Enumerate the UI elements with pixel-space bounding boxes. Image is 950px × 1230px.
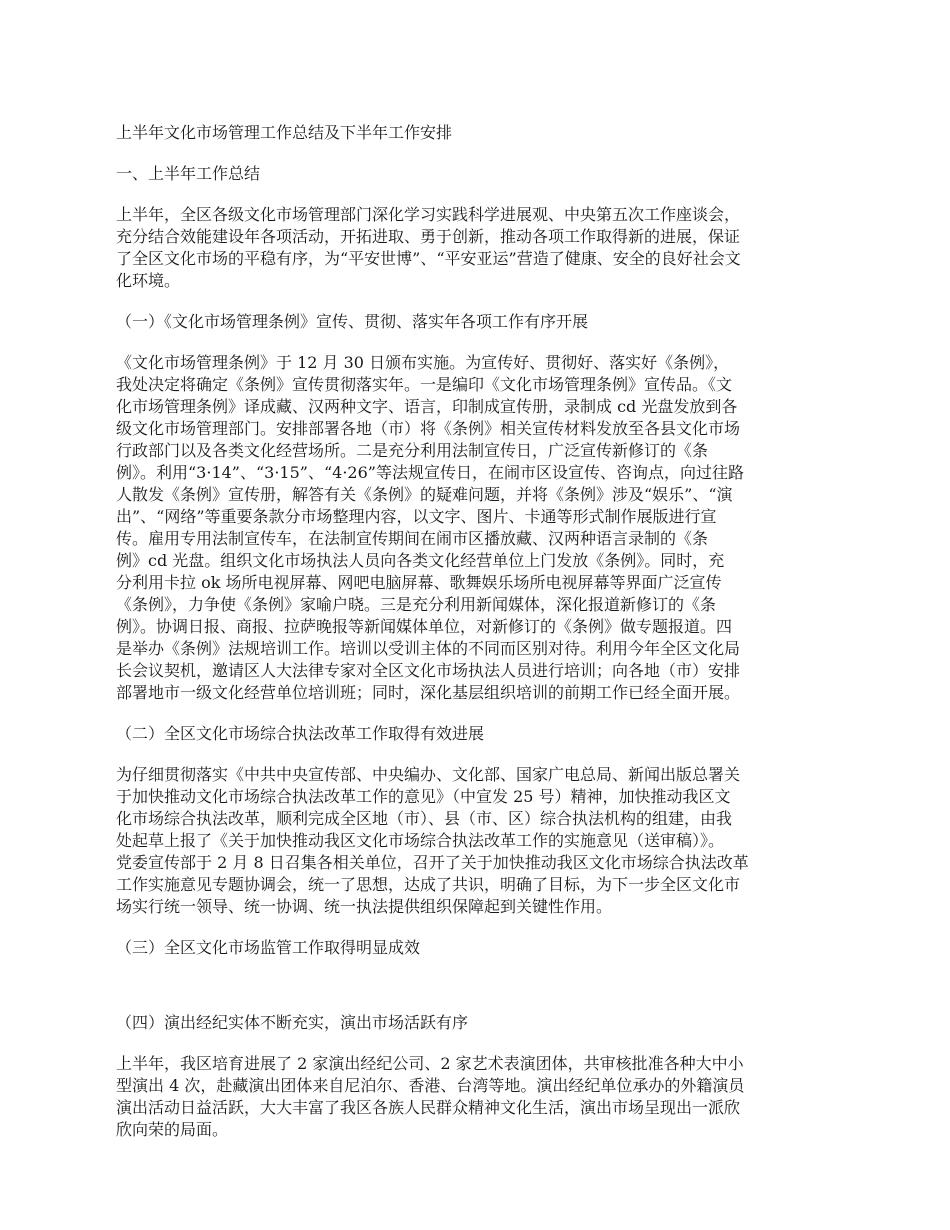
intro-paragraph	[116, 204, 836, 292]
paragraph-line: 化市场综合执法改革，顺利完成全区地（市）、县（市、区）综合执法机构的组建，由我	[116, 809, 733, 828]
paragraph-line: 长会议契机，邀请区人大法律专家对全区文化市场执法人员进行培训；向各地（市）安排	[116, 661, 741, 680]
document-page	[116, 122, 836, 1160]
paragraph-line: 行政部门以及各类文化经营场所。二是充分利用法制宣传日，广泛宣传新修订的《条	[116, 441, 709, 460]
paragraph-line: 上半年，我区培育进展了 2 家演出经纪公司、2 家艺术表演团体，共审核批准各种大中小	[116, 1054, 744, 1073]
subsection-heading-4: （四）演出经纪实体不断充实，演出市场活跃有序	[116, 1013, 469, 1032]
paragraph-line: 了全区文化市场的平稳有序，为“平安世博”、“平安亚运”营造了健康、安全的良好社会文	[116, 249, 741, 268]
paragraph-line: 级文化市场管理部门。安排部署各地（市）将《条例》相关宣传材料发放至各县文化市场	[116, 419, 741, 438]
paragraph-line: 传。雇用专用法制宣传车，在法制宣传期间在闹市区播放藏、汉两种语言录制的《条	[116, 529, 709, 548]
paragraph-line: 出”、“网络”等重要条款分市场整理内容，以文字、图片、卡通等形式制作展版进行宣	[116, 507, 717, 526]
paragraph-line: 处起草上报了《关于加快推动我区文化市场综合执法改革工作的实施意见（送审稿）》。	[116, 831, 725, 850]
subsection-heading-1: （一）《文化市场管理条例》宣传、贯彻、落实年各项工作有序开展	[116, 312, 589, 331]
paragraph-line: 是举办《条例》法规培训工作。培训以受训主体的不同而区别对待。利用今年全区文化局	[116, 639, 741, 658]
subsection-heading-2: （二）全区文化市场综合执法改革工作取得有效进展	[116, 724, 485, 743]
subsection-2-paragraph	[116, 764, 836, 918]
paragraph-line: 为仔细贯彻落实《中共中央宣传部、中央编办、文化部、国家广电总局、新闻出版总署关	[116, 765, 741, 784]
paragraph-line: 场实行统一领导、统一协调、统一执法提供组织保障起到关键性作用。	[116, 897, 613, 916]
subsection-heading-3: （三）全区文化市场监管工作取得明显成效	[116, 938, 421, 957]
blank-space	[116, 978, 836, 1012]
paragraph-line: 型演出 4 次，赴藏演出团体来自尼泊尔、香港、台湾等地。演出经纪单位承办的外籍演员	[116, 1076, 745, 1095]
paragraph-line: 欣向荣的局面。	[116, 1120, 229, 1139]
paragraph-line: 我处决定将确定《条例》宣传贯彻落实年。一是编印《文化市场管理条例》宣传品。《文	[116, 375, 733, 394]
paragraph-line: 化市场管理条例》译成藏、汉两种文字、语言，印制成宣传册，录制成 cd 光盘发放到各	[116, 397, 738, 416]
document-title: 上半年文化市场管理工作总结及下半年工作安排	[116, 123, 453, 142]
paragraph-line: 部署地市一级文化经营单位培训班；同时，深化基层组织培训的前期工作已经全面开展。	[116, 683, 741, 702]
paragraph-line: 《文化市场管理条例》于 12 月 30 日颁布实施。为宣传好、贯彻好、落实好《条例》，	[116, 353, 730, 372]
paragraph-line: 例》cd 光盘。组织文化市场执法人员向各类文化经营单位上门发放《条例》。同时，充	[116, 551, 725, 570]
paragraph-line: 演出活动日益活跃，大大丰富了我区各族人民群众精神文化生活，演出市场呈现出一派欣	[116, 1098, 741, 1117]
paragraph-line: 人散发《条例》宣传册，解答有关《条例》的疑难问题，并将《条例》涉及“娱乐”、“演	[116, 485, 733, 504]
paragraph-line: 充分结合效能建设年各项活动，开拓进取、勇于创新，推动各项工作取得新的进展，保证	[116, 227, 741, 246]
paragraph-line: 上半年，全区各级文化市场管理部门深化学习实践科学进展观、中央第五次工作座谈会，	[116, 205, 741, 224]
paragraph-line: 工作实施意见专题协调会，统一了思想，达成了共识，明确了目标，为下一步全区文化市	[116, 875, 741, 894]
paragraph-line: 化环境。	[116, 271, 181, 290]
paragraph-line: 于加快推动文化市场综合执法改革工作的意见》（中宣发 25 号）精神，加快推动我区文	[116, 787, 731, 806]
section-heading-summary: 一、上半年工作总结	[116, 164, 261, 183]
paragraph-line: 《条例》，力争使《条例》家喻户晓。三是充分利用新闻媒体，深化报道新修订的《条	[116, 595, 717, 614]
paragraph-line: 例》。利用“3·14”、“3·15”、“4·26”等法规宣传日，在闹市区设宣传、咨询点，向过往路	[116, 463, 744, 482]
subsection-1-paragraph	[116, 352, 836, 704]
paragraph-line: 党委宣传部于 2 月 8 日召集各相关单位，召开了关于加快推动我区文化市场综合执法改革	[116, 853, 749, 872]
subsection-4-paragraph	[116, 1053, 836, 1141]
paragraph-line: 例》。协调日报、商报、拉萨晚报等新闻媒体单位，对新修订的《条例》做专题报道。四	[116, 617, 733, 636]
paragraph-line: 分利用卡拉 ok 场所电视屏幕、网吧电脑屏幕、歌舞娱乐场所电视屏幕等界面广泛宣传	[116, 573, 722, 592]
